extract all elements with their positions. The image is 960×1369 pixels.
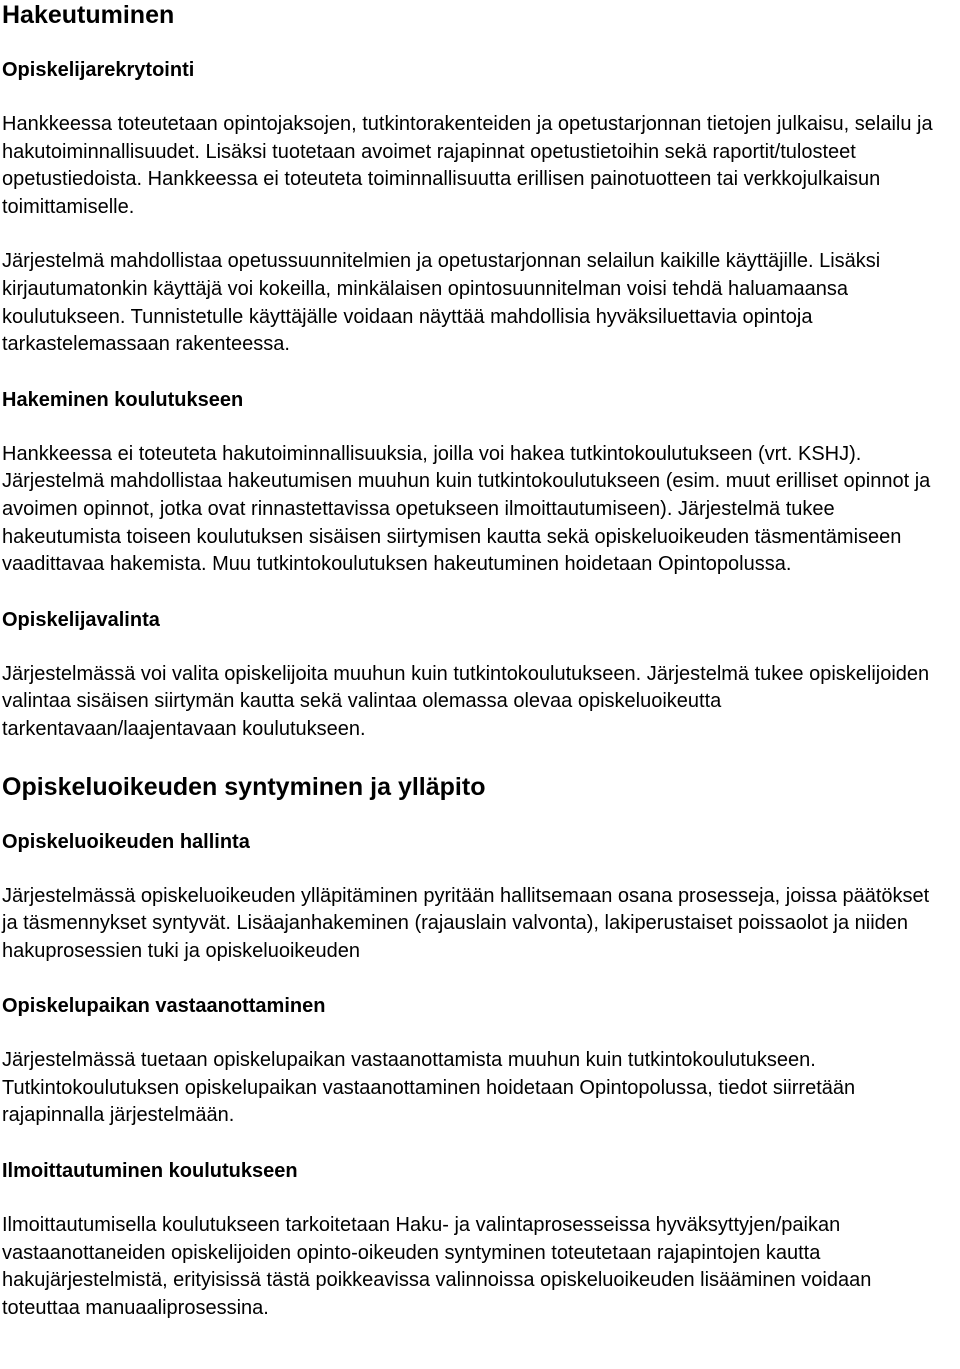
paragraph-ilmoittautuminen-1: Ilmoittautumisella koulutukseen tarkoitetaan Haku- ja valintaprosesseissa hyväksyttyjen/paikan vastaanottaneiden opiskelijoiden opinto-oikeuden syntyminen toteutetaan rajapintojen kautta hakujärjestelmistä, erityisissä tästä poikkeavissa valinnoissa opiskeluoikeuden lisääminen voidaan toteuttaa manuaaliprosessina. [2, 1214, 872, 1319]
heading-opiskelijavalinta: Opiskelijavalinta [2, 608, 160, 631]
section-opiskeluoikeus [2, 772, 958, 1323]
paragraph-rekrytointi-1: Hankkeessa toteutetaan opintojaksojen, tutkintorakenteiden ja opetustarjonnan tietojen julkaisu, selailu ja hakutoiminnallisuudet. Lisäksi tuotetaan avoimet rajapinnat opetustietoihin sekä raportit/tulosteet opetustiedoista. Hankkeessa ei toteuteta toiminnallisuutta erillisen painotuotteen tai verkkojulkaisun toimittamiselle. [2, 113, 933, 218]
paragraph-rekrytointi-2: Järjestelmä mahdollistaa opetussuunnitelmien ja opetustarjonnan selailun kaikille käyttäjille. Lisäksi kirjautumatonkin käyttäjä voi kokeilla, minkälaisen opintosuunnitelman voisi tehdä haluamaansa koulutukseen. Tunnistetulle käyttäjälle voidaan näyttää mahdollisia hyväksiluettavia opintoja tarkastelemassaan rakenteessa. [2, 250, 881, 356]
section-title-hakeutuminen: Hakeutuminen [2, 1, 175, 29]
heading-ilmoittautuminen-koulutukseen: Ilmoittautuminen koulutukseen [2, 1160, 298, 1183]
paragraph-hallinta-1: Järjestelmässä opiskeluoikeuden ylläpitäminen pyritään hallitsemaan osana prosesseja, joissa päätökset ja täsmennykset syntyvät. Lisäajanhakeminen (rajauslain valvonta), lakiperustaiset poissaolot ja niiden hakuprosessien tuki ja opiskeluoikeuden [2, 884, 930, 962]
section-title-opiskeluoikeus: Opiskeluoikeuden syntyminen ja ylläpito [2, 772, 486, 801]
paragraph-vastaanotto-1: Järjestelmässä tuetaan opiskelupaikan vastaanottamista muuhun kuin tutkintokoulutukseen. Tutkintokoulutuksen opiskelupaikan vastaanottaminen hoidetaan Opintopolussa, tiedot siirretään rajapinnalla järjestelmään. [2, 1049, 856, 1127]
heading-opiskeluoikeuden-hallinta: Opiskeluoikeuden hallinta [2, 830, 250, 853]
document-page [2, 0, 958, 1322]
paragraph-hakeminen-1: Hankkeessa ei toteuteta hakutoiminnallisuuksia, joilla voi hakea tutkintokoulutukseen (vrt. KSHJ). Järjestelmä mahdollistaa hakeutumisen muuhun kuin tutkintokoulutukseen (esim. muut erilliset opinnot ja avoimen opinnot, jotka ovat rinnastettavissa opetukseen ilmoittautumiseen). Järjestelmä tukee hakeutumista toiseen koulutuksen sisäisen siirtymisen kautta sekä opiskeluoikeuden täsmentämiseen vaadittavaa hakemista. Muu tutkintokoulutuksen hakeutuminen hoidetaan Opintopolussa. [2, 442, 931, 576]
section-hakeutuminen [2, 0, 958, 744]
heading-opiskelupaikan-vastaanottaminen: Opiskelupaikan vastaanottaminen [2, 995, 326, 1018]
heading-hakeminen-koulutukseen: Hakeminen koulutukseen [2, 388, 244, 411]
paragraph-valinta-1: Järjestelmässä voi valita opiskelijoita muuhun kuin tutkintokoulutukseen. Järjestelmä tukee opiskelijoiden valintaa sisäisen siirtymän kautta sekä valintaa olemassa olevaa opiskeluoikeutta tarkentavaan/laajentavaan koulutukseen. [2, 662, 930, 740]
heading-opiskelijarekrytointi: Opiskelijarekrytointi [2, 59, 195, 81]
